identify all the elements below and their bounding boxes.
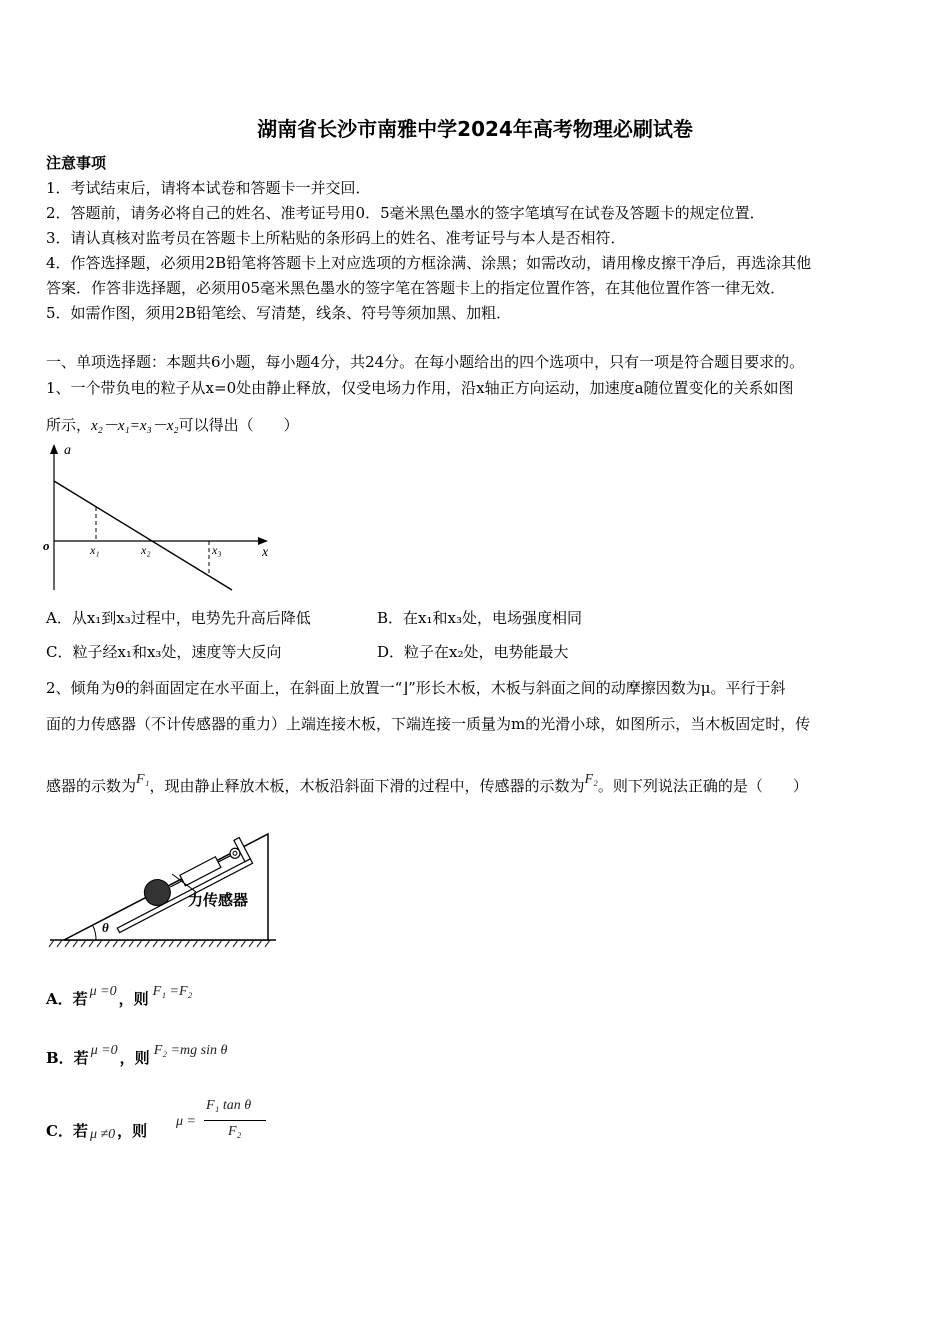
graph-line xyxy=(54,481,232,590)
q2-option-c-lhs: μ = xyxy=(176,1114,196,1129)
q2-option-a-prefix: A．若 xyxy=(46,990,88,1008)
q1-stem-line2 xyxy=(46,414,299,435)
q2-option-a xyxy=(46,984,193,1009)
graph-origin: o xyxy=(43,538,50,553)
q2-option-c-fraction-bar xyxy=(204,1120,266,1121)
graph-x-arrow xyxy=(258,537,268,545)
notes-item-1: 1．考试结束后，请将本试卷和答题卡一并交回． xyxy=(46,179,371,197)
q2-option-a-cond: μ =0 xyxy=(89,984,117,999)
q1-option-a: A．从x₁到x₃过程中，电势先升高后降低 xyxy=(46,609,311,627)
graph-x-label: x xyxy=(262,545,269,560)
q1-stem-line1: 1、一个带负电的粒子从x=0处由静止释放，仅受电场力作用，沿x轴正方向运动，加速度a随位置变化的关系如图 xyxy=(46,379,794,397)
q2-option-b-result: F₂ =mg sin θ xyxy=(153,1043,228,1058)
q1-stem-prefix: 所示， xyxy=(46,416,92,434)
q2-f2-symbol: F₂ xyxy=(584,772,598,787)
q2-option-c-mid: ，则 xyxy=(117,1122,148,1140)
q2-option-a-result: F₁ =F₂ xyxy=(152,984,193,999)
q1-stem-math: x₂－x₁=x₃－x₂ xyxy=(91,418,179,434)
q1-option-c: C．粒子经x₁和x₃处，速度等大反向 xyxy=(46,643,282,661)
notes-item-2: 2．答题前，请务必将自己的姓名、准考证号用0．5毫米黑色墨水的签字笔填写在试卷及答题卡的规定位置． xyxy=(46,204,765,222)
q2-stem-line1: 2、倾角为θ的斜面固定在水平面上，在斜面上放置一“⌋”形长木板，木板与斜面之间的动摩擦因数为μ。平行于斜 xyxy=(46,679,786,697)
q1-option-b: B．在x₁和x₃处，电场强度相同 xyxy=(377,609,582,627)
ground-hatching xyxy=(49,940,276,947)
q2-stem-line3 xyxy=(46,772,808,796)
q2-option-b-mid: ，则 xyxy=(119,1049,150,1067)
notes-item-5: 5．如需作图，须用2B铅笔绘、写清楚，线条、符号等须加黑、加粗． xyxy=(46,304,512,322)
q2-f1-symbol: F₁ xyxy=(136,772,150,787)
sensor-label: 力传感器 xyxy=(188,891,249,909)
notes-item-4-cont: 答案．作答非选择题，必须用05毫米黑色墨水的签字笔在答题卡上的指定位置作答，在其他位置作答一律无效． xyxy=(46,279,786,297)
q2-option-b-prefix: B．若 xyxy=(46,1049,89,1067)
q2-option-a-mid: ，则 xyxy=(118,990,149,1008)
notes-item-4: 4．作答选择题，必须用2B铅笔将答题卡上对应选项的方框涂满、涂黑；如需改动，请用橡皮擦干净后，再选涂其他 xyxy=(46,254,812,272)
graph-x1-label: x₁ xyxy=(90,543,100,557)
section-heading: 一、单项选择题：本题共6小题，每小题4分，共24分。在每小题给出的四个选项中，只有一项是符合题目要求的。 xyxy=(46,353,805,371)
graph-y-arrow xyxy=(50,444,58,454)
angle-label: θ xyxy=(102,920,109,935)
graph-y-label: a xyxy=(64,443,71,458)
graph-x2-label: x₂ xyxy=(141,543,151,557)
q2-stem-line2: 面的力传感器（不计传感器的重力）上端连接木板，下端连接一质量为m的光滑小球，如图所示，当木板固定时，传 xyxy=(46,715,811,733)
q2-stem-line3-b: ，现由静止释放木板，木板沿斜面下滑的过程中，传感器的示数为 xyxy=(149,777,585,795)
q2-stem-line3-c: 。则下列说法正确的是（ ） xyxy=(597,777,808,795)
q2-option-c-numerator: F₁ tan θ xyxy=(206,1098,252,1113)
graph-x3-label: x₃ xyxy=(212,543,222,557)
q1-stem-suffix: 可以得出（ ） xyxy=(178,416,299,434)
q2-option-c-denominator: F₂ xyxy=(228,1124,242,1139)
q2-figure xyxy=(44,812,284,957)
q2-stem-line3-a: 感器的示数为 xyxy=(46,777,137,795)
q1-option-d: D．粒子在x₂处，电势能最大 xyxy=(377,643,569,661)
q2-option-c-cond: μ ≠0 xyxy=(89,1127,116,1142)
q1-graph xyxy=(40,440,280,600)
notes-item-3: 3．请认真核对监考员在答题卡上所粘贴的条形码上的姓名、准考证号与本人是否相符． xyxy=(46,229,626,247)
q2-option-b xyxy=(46,1043,228,1068)
q2-option-c-prefix: C．若 xyxy=(46,1122,88,1140)
page-title: 湖南省长沙市南雅中学2024年高考物理必刷试卷 xyxy=(257,117,693,141)
notes-heading: 注意事项 xyxy=(46,154,107,172)
q2-option-b-cond: μ =0 xyxy=(90,1043,118,1058)
q2-option-c xyxy=(46,1120,147,1141)
